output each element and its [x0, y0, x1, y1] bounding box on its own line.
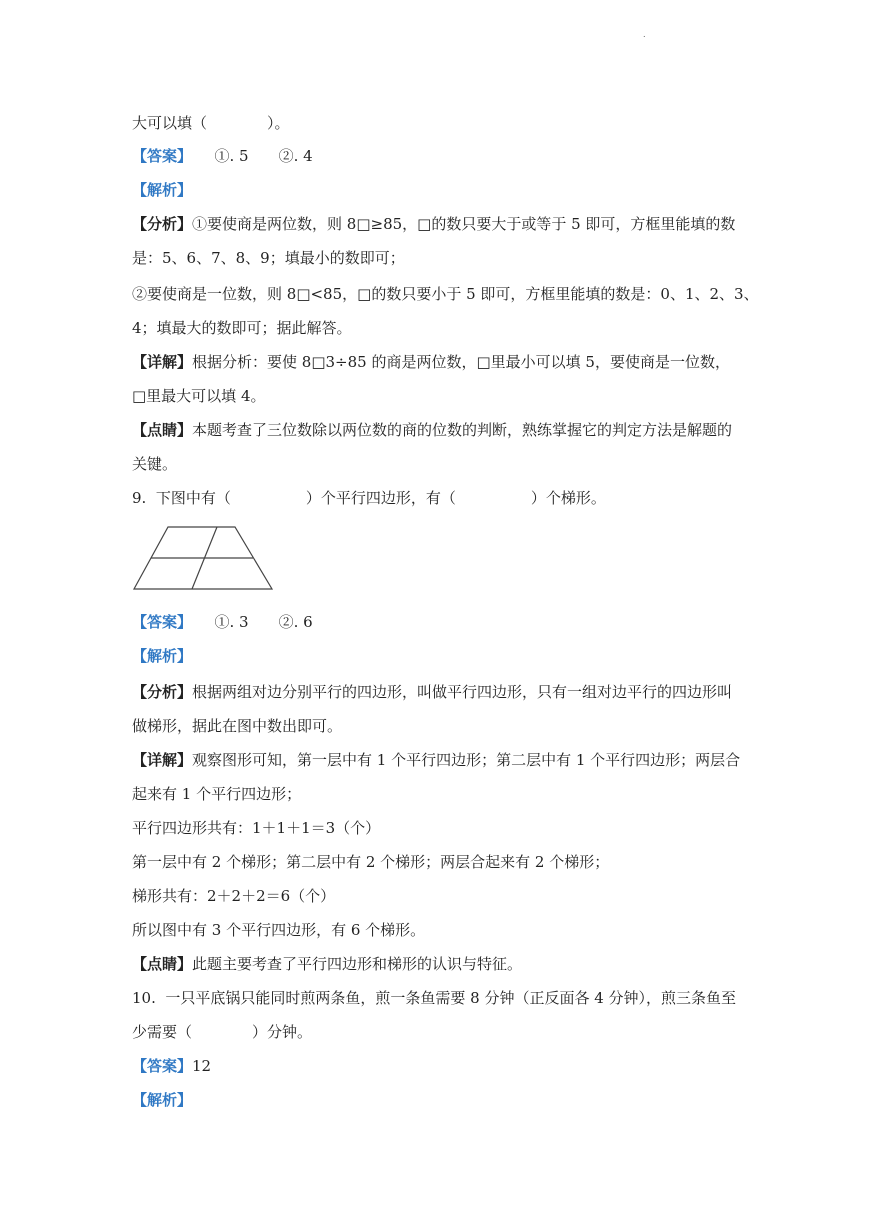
text-line: 【分析】①要使商是两位数，则 8□≥85，□的数只要大于或等于 5 即可，方框里能填的数: [132, 215, 736, 233]
text-line: 所以图中有 3 个平行四边形，有 6 个梯形。: [132, 921, 426, 939]
answer-tag: 【答案】: [132, 613, 185, 631]
text-line: 【详解】根据分析：要使 8□3÷85 的商是两位数，□里最小可以填 5，要使商是一位数，: [132, 353, 730, 371]
answer-line: 【答案】 ①. 5 ②. 4: [132, 147, 313, 165]
analysis-tag: 【解析】: [132, 1091, 193, 1109]
text-line: 是：5、6、7、8、9；填最小的数即可；: [132, 249, 405, 267]
text-line: 大可以填（ ）。: [132, 114, 290, 132]
text-line: 做梯形，据此在图中数出即可。: [132, 717, 343, 735]
question-9: 9. 下图中有（ ）个平行四边形，有（ ）个梯形。: [132, 489, 606, 507]
answer-line: 【答案】 ①. 3 ②. 6: [132, 613, 313, 631]
answer-tag: 【答案】: [132, 1057, 193, 1075]
analysis-heading: [132, 1090, 192, 1110]
text-line: 少需要（ ）分钟。: [132, 1023, 313, 1041]
section-tag: 【分析】: [132, 683, 193, 701]
text-line: 第一层中有 2 个梯形；第二层中有 2 个梯形；两层合起来有 2 个梯形；: [132, 853, 610, 871]
trapezoid-figure: [132, 525, 274, 591]
text-line: 平行四边形共有：1＋1＋1＝3（个）: [132, 819, 381, 837]
section-tag: 【分析】: [132, 215, 193, 233]
answer-tag: 【答案】: [132, 147, 185, 165]
text-line: ②要使商是一位数，则 8□<85，□的数只要小于 5 即可，方框里能填的数是：0、1、2、3、: [132, 285, 759, 303]
text-line: 起来有 1 个平行四边形；: [132, 785, 302, 803]
answer-line: 【答案】12: [132, 1057, 212, 1075]
analysis-heading: [132, 646, 192, 666]
analysis-heading: [132, 180, 192, 200]
text-line: 关键。: [132, 455, 178, 473]
text-line: 4；填最大的数即可；据此解答。: [132, 319, 352, 337]
text-line: □里最大可以填 4。: [132, 387, 266, 405]
analysis-tag: 【解析】: [132, 181, 193, 199]
analysis-tag: 【解析】: [132, 647, 193, 665]
section-tag: 【点睛】: [132, 955, 193, 973]
page-mark: .: [643, 30, 646, 39]
text-line: 【点睛】此题主要考查了平行四边形和梯形的认识与特征。: [132, 955, 523, 973]
text-line: 梯形共有：2＋2＋2＝6（个）: [132, 887, 336, 905]
section-tag: 【详解】: [132, 751, 193, 769]
text-line: 【点睛】本题考查了三位数除以两位数的商的位数的判断，熟练掌握它的判定方法是解题的: [132, 421, 733, 439]
text-line: 【分析】根据两组对边分别平行的四边形，叫做平行四边形，只有一组对边平行的四边形叫: [132, 683, 733, 701]
question-10: 10. 一只平底锅只能同时煎两条鱼，煎一条鱼需要 8 分钟（正反面各 4 分钟），煎三条鱼至: [132, 989, 737, 1007]
section-tag: 【详解】: [132, 353, 193, 371]
section-tag: 【点睛】: [132, 421, 193, 439]
text-line: 【详解】观察图形可知，第一层中有 1 个平行四边形；第二层中有 1 个平行四边形；两层合: [132, 751, 741, 769]
